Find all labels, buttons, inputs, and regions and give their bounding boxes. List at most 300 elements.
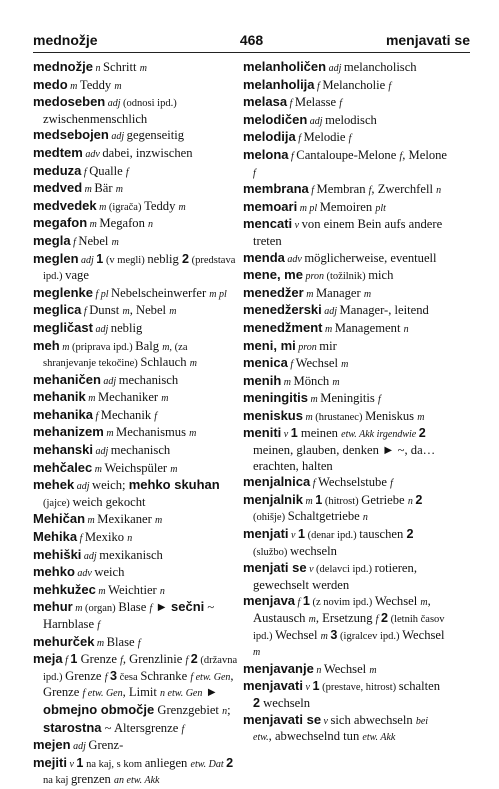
translation: Dunst bbox=[89, 303, 123, 318]
translation: Megafon bbox=[99, 216, 149, 231]
translation: Weichspüler bbox=[104, 460, 171, 475]
translation: , Nebel bbox=[129, 303, 170, 318]
translation: Blase bbox=[118, 600, 150, 615]
translation: mir bbox=[319, 338, 337, 353]
grammar-label: n etw. Gen bbox=[160, 688, 203, 700]
dictionary-entry bbox=[243, 526, 449, 560]
grammar-label: f bbox=[77, 533, 85, 545]
translation: Balg bbox=[135, 338, 163, 353]
usage-note: (organ) bbox=[84, 603, 119, 615]
sense-number: 1 bbox=[290, 426, 298, 441]
grammar-label: m bbox=[92, 463, 105, 475]
translation: Nebel bbox=[78, 233, 112, 248]
grammar-label: f bbox=[137, 637, 141, 649]
dictionary-entry bbox=[33, 198, 238, 216]
translation: Schlauch bbox=[140, 355, 190, 370]
sense-number: 2 bbox=[418, 426, 426, 441]
sense-number: 2 bbox=[253, 695, 261, 710]
headword: mehurček bbox=[33, 633, 95, 649]
translation: Teddy bbox=[79, 77, 115, 92]
dictionary-entry bbox=[33, 59, 238, 77]
headword: mehko skuhan bbox=[128, 477, 220, 493]
grammar-label: m bbox=[67, 80, 80, 92]
dictionary-entry bbox=[33, 634, 238, 652]
grammar-label: adj bbox=[307, 115, 326, 127]
grammar-label: m bbox=[417, 411, 425, 423]
dictionary-entry bbox=[243, 59, 449, 77]
grammar-label: f bbox=[388, 80, 392, 92]
grammar-label: m bbox=[87, 219, 100, 231]
dictionary-entry bbox=[243, 285, 449, 303]
sense-number: 1 bbox=[70, 652, 78, 667]
translation: wechseln bbox=[290, 543, 337, 558]
grammar-label: m bbox=[82, 184, 95, 196]
headword: menjalnica bbox=[243, 474, 311, 490]
dictionary-entry bbox=[243, 408, 449, 426]
translation: Bär bbox=[94, 181, 116, 196]
grammar-label: f bbox=[295, 133, 304, 145]
headword: Mehika bbox=[33, 529, 78, 545]
translation: Manager bbox=[315, 285, 364, 300]
translation: Qualle bbox=[89, 163, 126, 178]
sense-number: 1 bbox=[312, 679, 320, 694]
grammar-label: m bbox=[302, 411, 316, 423]
dictionary-entry bbox=[243, 712, 449, 746]
grammar-label: f etw. Gen bbox=[82, 688, 123, 700]
headword: menih bbox=[243, 372, 282, 388]
sense-number: 3 bbox=[109, 668, 117, 683]
dictionary-entry bbox=[243, 147, 449, 181]
grammar-label: adj bbox=[81, 550, 100, 562]
translation: Mexiko bbox=[84, 530, 128, 545]
headword: meglica bbox=[33, 302, 82, 318]
grammar-label: f bbox=[375, 614, 381, 625]
grammar-label: f bbox=[81, 166, 90, 178]
headword: menjavati se bbox=[243, 711, 322, 727]
grammar-label: f bbox=[368, 185, 372, 197]
dictionary-entry bbox=[243, 560, 449, 593]
dictionary-entry bbox=[243, 112, 449, 130]
dictionary-entry bbox=[243, 216, 449, 249]
translation: mich bbox=[368, 268, 394, 283]
headword: meningitis bbox=[243, 390, 309, 406]
usage-note: (igrača) bbox=[108, 201, 145, 213]
dictionary-entry bbox=[33, 389, 238, 407]
dictionary-entry bbox=[33, 564, 238, 582]
grammar-label: f bbox=[120, 655, 123, 667]
translation: gegenseitig bbox=[126, 128, 184, 143]
grammar-label: v bbox=[66, 758, 77, 770]
grammar-label: m bbox=[302, 495, 316, 507]
grammar-label: f bbox=[149, 603, 153, 615]
grammar-label: n bbox=[92, 63, 103, 74]
dictionary-entry bbox=[243, 593, 449, 660]
dictionary-entry bbox=[33, 755, 238, 789]
headword: menjati se bbox=[243, 560, 307, 576]
translation: Melasse bbox=[294, 95, 340, 110]
translation: , Austausch bbox=[253, 594, 431, 625]
grammar-label: m bbox=[139, 63, 147, 74]
usage-note: (igralcev ipd.) bbox=[337, 630, 403, 642]
grammar-label: f bbox=[287, 359, 296, 371]
grammar-label: f bbox=[253, 167, 256, 179]
headword: meniskus bbox=[243, 407, 303, 423]
translation: weich; bbox=[91, 478, 129, 493]
translation: Manager-, leitend bbox=[339, 303, 429, 318]
grammar-label: n bbox=[159, 585, 165, 597]
grammar-label: f bbox=[288, 150, 297, 162]
headword: menjava bbox=[243, 593, 296, 609]
sense-number: 2 bbox=[181, 251, 189, 266]
sense-number: 2 bbox=[190, 652, 198, 667]
usage-note: (ohišje) bbox=[253, 512, 288, 524]
translation: , Limit bbox=[122, 685, 161, 700]
dictionary-entry bbox=[33, 442, 238, 460]
grammar-label: adj bbox=[105, 98, 124, 110]
usage-note: (tožilnik) bbox=[326, 271, 369, 283]
translation: ~ Altersgrenze bbox=[101, 720, 182, 735]
dictionary-entry bbox=[243, 94, 449, 112]
translation: von einem Bein aufs andere treten bbox=[253, 217, 443, 248]
headword: meglenke bbox=[33, 284, 93, 300]
grammar-label: m bbox=[363, 288, 372, 300]
grammar-label: m bbox=[59, 341, 72, 353]
translation: weich bbox=[94, 565, 125, 580]
grammar-label: etw. Akk bbox=[362, 732, 396, 744]
dictionary-entry bbox=[33, 372, 238, 390]
headword: mehaničen bbox=[33, 371, 101, 387]
headword: mehek bbox=[33, 477, 75, 493]
translation: Melancholie bbox=[322, 77, 389, 92]
translation: Nebelscheinwerfer bbox=[111, 285, 210, 300]
grammar-label: f bbox=[81, 306, 90, 318]
translation: Mechanik bbox=[100, 407, 155, 422]
usage-note: (hrustanec) bbox=[315, 411, 366, 423]
grammar-label: f bbox=[125, 166, 129, 178]
right-column bbox=[243, 59, 449, 746]
headword: meduza bbox=[33, 162, 82, 178]
grammar-label: f bbox=[104, 671, 110, 683]
translation: vage bbox=[65, 268, 89, 283]
translation: Mönch bbox=[293, 373, 333, 388]
translation: Membran bbox=[316, 182, 369, 197]
translation: melodisch bbox=[325, 112, 377, 127]
usage-note: (prestave, hitrost) bbox=[319, 682, 399, 694]
grammar-label: m bbox=[154, 515, 163, 527]
grammar-label: f etw. Gen bbox=[190, 671, 231, 683]
translation: mechanisch bbox=[118, 372, 179, 387]
grammar-label: m bbox=[161, 393, 169, 405]
grammar-label: f bbox=[348, 133, 352, 145]
grammar-label: f bbox=[287, 98, 295, 110]
grammar-label: m bbox=[94, 637, 107, 649]
translation: melancholisch bbox=[343, 60, 417, 74]
grammar-label: adj bbox=[92, 446, 111, 458]
grammar-label: f bbox=[339, 98, 343, 110]
translation: Grenze bbox=[77, 652, 121, 667]
translation: neblig bbox=[147, 251, 182, 266]
translation: Cantaloupe-Melone bbox=[296, 147, 400, 162]
headword: medvedek bbox=[33, 197, 97, 213]
sense-number: 3 bbox=[330, 627, 338, 642]
grammar-label: v bbox=[281, 429, 291, 441]
headword: meja bbox=[33, 651, 63, 667]
grammar-label: m bbox=[341, 359, 349, 371]
grammar-label: etw. Akk irgendwie bbox=[341, 429, 419, 441]
left-column bbox=[33, 59, 238, 789]
grammar-label: m bbox=[72, 603, 85, 615]
dictionary-entry bbox=[243, 678, 449, 711]
dictionary-entry bbox=[33, 94, 238, 127]
grammar-label: v bbox=[288, 530, 298, 542]
headword: melona bbox=[243, 146, 289, 162]
sense-number: 2 bbox=[226, 755, 234, 770]
sense-number: 1 bbox=[315, 492, 323, 507]
sense-number: 2 bbox=[406, 527, 414, 542]
grammar-label: m bbox=[253, 647, 261, 659]
headword: mehanizem bbox=[33, 424, 104, 440]
grammar-label: etw. Dat bbox=[190, 758, 227, 770]
grammar-label: m bbox=[95, 585, 109, 597]
translation: Memoiren bbox=[319, 199, 376, 214]
grammar-label: adv bbox=[284, 253, 305, 265]
grammar-label: adj bbox=[321, 306, 340, 318]
grammar-label: adv bbox=[74, 568, 95, 580]
dictionary-entry bbox=[33, 285, 238, 303]
headword: mehko bbox=[33, 564, 75, 580]
translation: ; bbox=[227, 702, 231, 717]
translation: anliegen bbox=[144, 755, 191, 770]
headword: mehanika bbox=[33, 406, 93, 422]
headword: medoseben bbox=[33, 94, 106, 110]
grammar-label: m bbox=[189, 358, 197, 370]
translation: Wechsel bbox=[323, 661, 370, 676]
translation: Mexikaner bbox=[97, 512, 155, 527]
dictionary-entry bbox=[33, 233, 238, 251]
dictionary-entry bbox=[33, 180, 238, 198]
translation: Wechsel bbox=[295, 356, 342, 371]
headword: menedžerski bbox=[243, 302, 322, 318]
headword: menjalnik bbox=[243, 491, 303, 507]
grammar-label: plt bbox=[375, 202, 386, 214]
headword: medtem bbox=[33, 144, 83, 160]
headword: menjavati bbox=[243, 678, 303, 694]
translation: Schritt bbox=[102, 60, 140, 74]
headword: mene, me bbox=[243, 267, 303, 283]
translation: neblig bbox=[110, 320, 143, 335]
translation: möglicherweise, eventuell bbox=[304, 250, 437, 265]
headword: mehčalec bbox=[33, 459, 93, 475]
dictionary-entry bbox=[243, 661, 449, 679]
headword: menjati bbox=[243, 526, 289, 542]
headword: melodičen bbox=[243, 111, 308, 127]
translation: Meningitis bbox=[320, 391, 378, 406]
dictionary-entry bbox=[243, 129, 449, 147]
grammar-label: f bbox=[390, 478, 393, 490]
sense-number: 1 bbox=[297, 527, 305, 542]
headword: obmejno območje bbox=[43, 701, 155, 717]
headword: starostna bbox=[43, 719, 102, 735]
grammar-label: v bbox=[292, 220, 302, 232]
grammar-label: m bbox=[169, 306, 177, 318]
translation: Management bbox=[334, 320, 404, 335]
translation: ► bbox=[152, 600, 171, 615]
dictionary-entry bbox=[33, 127, 238, 145]
translation: zwischenmenschlich bbox=[43, 111, 148, 126]
headword: medsebojen bbox=[33, 127, 109, 143]
grammar-label: m bbox=[103, 428, 117, 440]
usage-note: (hitrost) bbox=[322, 495, 362, 507]
translation: Wechsel bbox=[402, 627, 445, 642]
usage-note: (priprava ipd.) bbox=[71, 341, 136, 353]
headword: mednožje bbox=[33, 59, 93, 74]
grammar-label: m bbox=[170, 463, 178, 475]
translation: weich gekocht bbox=[72, 494, 146, 509]
usage-note: , (za shranjevanje tekočine) bbox=[43, 341, 188, 370]
translation: , Ersetzung bbox=[315, 611, 376, 625]
headword: mejen bbox=[33, 737, 71, 753]
usage-note: na kaj, s kom bbox=[83, 758, 145, 770]
page-number: 468 bbox=[239, 32, 264, 48]
dictionary-entry bbox=[33, 302, 238, 320]
dictionary-entry bbox=[33, 407, 238, 425]
translation: sich abwechseln bbox=[330, 712, 416, 727]
translation: ~ Harnblase bbox=[43, 600, 215, 631]
dictionary-entry bbox=[243, 250, 449, 268]
dictionary-entry bbox=[243, 199, 449, 217]
grammar-label: f bbox=[92, 410, 101, 422]
headword: mejiti bbox=[33, 754, 67, 770]
translation: Wechsel bbox=[275, 627, 321, 642]
dictionary-entry bbox=[33, 145, 238, 163]
grammar-label: m bbox=[111, 236, 119, 248]
dictionary-entry bbox=[33, 424, 238, 442]
running-header bbox=[33, 30, 470, 53]
translation: Grenz- bbox=[88, 738, 124, 753]
headword: menjavanje bbox=[243, 660, 314, 676]
grammar-label: m bbox=[122, 306, 130, 318]
usage-note: (z novim ipd.) bbox=[309, 597, 375, 609]
grammar-label: pron bbox=[302, 271, 327, 283]
grammar-label: f bbox=[314, 80, 323, 92]
grammar-label: m pl bbox=[209, 288, 227, 300]
translation: ► bbox=[202, 685, 218, 700]
grammar-label: pron bbox=[295, 341, 320, 353]
dictionary-entry bbox=[243, 267, 449, 285]
grammar-label: n bbox=[403, 323, 409, 335]
dictionary-entry bbox=[33, 651, 238, 737]
dictionary-entry bbox=[243, 390, 449, 408]
grammar-label: m bbox=[320, 630, 331, 642]
headword: Mehičan bbox=[33, 511, 86, 527]
dictionary-entry bbox=[33, 547, 238, 565]
usage-note: (jajce) bbox=[43, 497, 73, 509]
header-first-entry: mednožje bbox=[33, 32, 98, 48]
headword: melodija bbox=[243, 129, 296, 145]
dictionary-entry bbox=[243, 302, 449, 320]
grammar-label: n bbox=[436, 185, 442, 197]
translation: , abwechselnd tun bbox=[268, 729, 363, 744]
headword: sečni bbox=[171, 599, 205, 615]
translation: grenzen bbox=[71, 772, 115, 787]
translation: Wechsel bbox=[374, 594, 421, 609]
translation: Teddy bbox=[144, 198, 179, 213]
headword: memoari bbox=[243, 198, 298, 214]
grammar-label: v bbox=[306, 564, 317, 576]
dictionary-entry bbox=[243, 181, 449, 199]
translation: Meniskus bbox=[365, 408, 418, 423]
headword: meglen bbox=[33, 250, 79, 266]
translation: Getriebe bbox=[361, 492, 408, 507]
dictionary-entry bbox=[33, 77, 238, 95]
grammar-label: f bbox=[154, 410, 158, 422]
grammar-label: v bbox=[302, 682, 313, 694]
grammar-label: f bbox=[310, 478, 318, 490]
grammar-label: adj bbox=[326, 63, 344, 74]
translation: , Melone bbox=[402, 147, 448, 162]
headword: mehkužec bbox=[33, 581, 96, 597]
dictionary-entry bbox=[33, 599, 238, 633]
translation: Weichtier bbox=[108, 582, 160, 597]
grammar-label: m bbox=[115, 184, 123, 196]
grammar-label: f bbox=[308, 185, 317, 197]
grammar-label: m bbox=[308, 614, 316, 625]
translation: Wechselstube bbox=[317, 475, 391, 490]
grammar-label: m pl bbox=[297, 202, 320, 214]
translation: tauschen bbox=[359, 527, 407, 542]
dictionary-entry bbox=[243, 373, 449, 391]
translation: , Zwerchfell bbox=[371, 182, 437, 197]
headword: melasa bbox=[243, 94, 288, 110]
grammar-label: f pl bbox=[92, 288, 112, 300]
dictionary-entry bbox=[243, 338, 449, 356]
translation: Mechaniker bbox=[97, 390, 162, 405]
grammar-label: f bbox=[377, 394, 381, 406]
usage-note: (predstava ipd.) bbox=[43, 254, 236, 283]
translation: mechanisch bbox=[110, 443, 171, 458]
dictionary-entry bbox=[33, 477, 238, 511]
grammar-label: m bbox=[303, 288, 316, 300]
grammar-label: m bbox=[281, 376, 294, 388]
translation: Melodie bbox=[303, 130, 349, 145]
usage-note: (državna ipd.) bbox=[43, 655, 238, 683]
dictionary-entry bbox=[243, 492, 449, 526]
grammar-label: f bbox=[62, 655, 71, 667]
grammar-label: n bbox=[407, 495, 416, 507]
headword: mehiški bbox=[33, 546, 82, 562]
grammar-label: m bbox=[85, 515, 98, 527]
headword: mehanski bbox=[33, 442, 93, 458]
usage-note: (denar ipd.) bbox=[304, 530, 360, 542]
grammar-label: m bbox=[308, 394, 321, 406]
grammar-label: n bbox=[362, 512, 368, 524]
dictionary-entry bbox=[33, 338, 238, 372]
headword: menedžment bbox=[243, 319, 323, 335]
sense-number: 1 bbox=[76, 755, 84, 770]
dictionary-entry bbox=[243, 320, 449, 338]
dictionary-entry bbox=[33, 582, 238, 600]
sense-number: 1 bbox=[96, 251, 104, 266]
grammar-label: bei etw. bbox=[253, 715, 429, 744]
grammar-label: f bbox=[70, 236, 79, 248]
headword: mehur bbox=[33, 599, 73, 615]
headword: menda bbox=[243, 249, 285, 265]
usage-note: (odnosi ipd.) bbox=[123, 98, 177, 110]
grammar-label: an etw. Akk bbox=[114, 775, 160, 787]
translation: Blase bbox=[106, 634, 138, 649]
translation: Mechanismus bbox=[116, 425, 190, 440]
translation: meinen bbox=[297, 426, 342, 441]
